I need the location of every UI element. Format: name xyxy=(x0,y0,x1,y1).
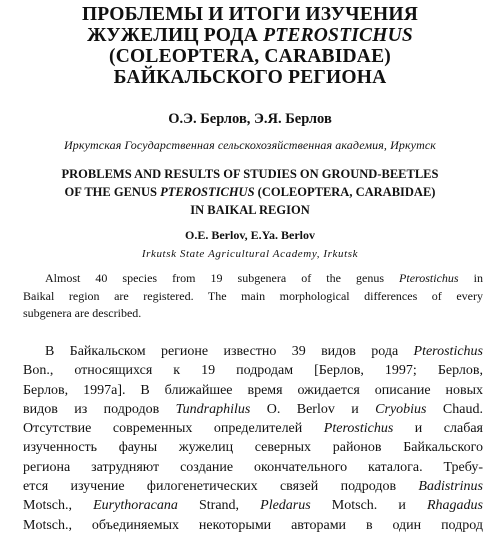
abstract-line-2: Baikal region are registered. The main morphological differences of every xyxy=(23,288,483,303)
ru-title-line-4: БАЙКАЛЬСКОГО РЕГИОНА xyxy=(113,67,387,88)
body-line-6: изученность фауны жужелиц северных районов Байкальского xyxy=(23,440,483,456)
russian-authors: О.Э. Берлов, Э.Я. Берлов xyxy=(168,111,332,127)
en-title-line-2-prefix: OF THE GENUS xyxy=(64,185,161,199)
ru-title-genus: PTEROSTICHUS xyxy=(263,25,413,46)
russian-affiliation: Иркутская Государственная сельскохозяйственная академия, Иркутск xyxy=(64,138,436,152)
body-line-9-a: Motsch., xyxy=(23,498,94,514)
abstract-genus: Pterostichus xyxy=(399,271,459,285)
body-line-5-a: Отсутствие современных определителей xyxy=(23,421,324,437)
english-authors: O.E. Berlov, E.Ya. Berlov xyxy=(185,228,315,242)
body-line-5 xyxy=(23,419,483,438)
abstract-line-1-a: Almost 40 species from 19 subgenera of the genus xyxy=(45,271,400,285)
abstract-line-1-b: in xyxy=(458,271,483,285)
body-line-9-subgenus-2: Pledarus xyxy=(260,498,311,514)
en-title-line-2 xyxy=(0,183,500,201)
english-title xyxy=(0,165,500,219)
body-line-5-genus: Pterostichus xyxy=(323,421,394,437)
body-line-7: региона затрудняют создание окончательного каталога. Требу- xyxy=(23,459,483,475)
body-line-1-genus: Pterostichus xyxy=(413,344,483,359)
en-title-line-3: IN BAIKAL REGION xyxy=(190,203,310,217)
body-line-10: Motsch., объединяемых некоторыми авторами в один подрод xyxy=(23,517,483,533)
body-line-9-subgenus-1: Eurythoracana xyxy=(93,498,178,514)
en-title-line-1: PROBLEMS AND RESULTS OF STUDIES ON GROUND-BEETLES xyxy=(61,167,439,181)
abstract-line-3: subgenera are described. xyxy=(23,306,142,320)
body-line-4-subgenus-1: Tundraphilus xyxy=(175,401,251,417)
body-line-4-b: O. Berlov и xyxy=(250,401,376,417)
body-paragraph xyxy=(23,342,483,535)
body-line-8-subgenus: Badistrinus xyxy=(418,479,483,495)
body-line-8-a: ется изучение филогенетических связей подродов xyxy=(23,479,419,495)
body-line-9-subgenus-3: Rhagadus xyxy=(427,498,483,514)
body-line-1-a: В Байкальском регионе известно 39 видов рода xyxy=(45,344,414,359)
ru-title-line-2-text: ЖУЖЕЛИЦ РОДА xyxy=(87,25,264,46)
body-line-8 xyxy=(23,477,483,496)
body-line-4-subgenus-2: Cryobius xyxy=(375,401,427,417)
abstract-line-1 xyxy=(23,270,483,288)
ru-title-line-2 xyxy=(0,25,500,46)
russian-title xyxy=(0,4,500,88)
body-line-9-c: Motsch. и xyxy=(310,498,427,514)
english-affiliation: Irkutsk State Agricultural Academy, Irkutsk xyxy=(141,248,359,260)
body-line-3: Берлов, 1997а]. В ближайшее время ожидается описание новых xyxy=(23,382,483,398)
body-line-9 xyxy=(23,496,483,515)
body-line-5-b: и слабая xyxy=(393,421,484,437)
body-line-4-c: Chaud. xyxy=(426,401,483,417)
en-title-line-2-suffix: (COLEOPTERA, CARABIDAE) xyxy=(254,185,436,199)
body-line-4-a: видов из подродов xyxy=(23,401,176,417)
ru-title-line-3: (COLEOPTERA, CARABIDAE) xyxy=(109,46,391,67)
ru-title-line-1: ПРОБЛЕМЫ И ИТОГИ ИЗУЧЕНИЯ xyxy=(81,4,419,25)
body-line-4 xyxy=(23,400,483,419)
english-abstract xyxy=(23,270,483,323)
en-title-genus: PTEROSTICHUS xyxy=(160,185,255,199)
body-line-9-b: Strand, xyxy=(177,498,261,514)
body-line-1 xyxy=(23,342,483,361)
body-line-2: Bon., относящихся к 19 подродам [Берлов, 1997; Берлов, xyxy=(23,363,483,379)
